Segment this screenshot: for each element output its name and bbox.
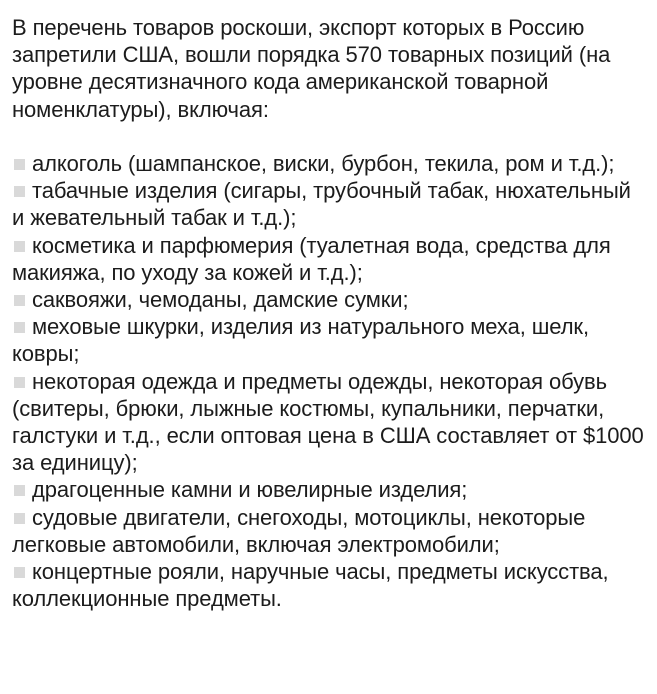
square-bullet-icon [14, 241, 25, 252]
intro-paragraph: В перечень товаров роскоши, экспорт которых в Россию запретили США, вошли порядка 570 товарных позиций (на уровне десятизначного кода американской товарной номенклатуры), включая: [12, 15, 611, 122]
list-item [12, 313, 647, 367]
list-item-text: судовые двигатели, снегоходы, мотоциклы, некоторые легковые автомобили, включая электромобили; [12, 504, 586, 557]
list-item [12, 286, 647, 313]
list-item [12, 150, 647, 177]
square-bullet-icon [14, 513, 25, 524]
square-bullet-icon [14, 295, 25, 306]
list-item [12, 177, 647, 231]
square-bullet-icon [14, 377, 25, 388]
list-item-text: саквояжи, чемоданы, дамские сумки; [32, 287, 409, 313]
list-item [12, 232, 647, 286]
luxury-goods-list [12, 150, 647, 612]
list-item-text: драгоценные камни и ювелирные изделия; [32, 477, 468, 503]
square-bullet-icon [14, 186, 25, 197]
list-item [12, 558, 647, 612]
square-bullet-icon [14, 159, 25, 170]
list-item-text: меховые шкурки, изделия из натурального меха, шелк, ковры; [12, 314, 589, 367]
list-item-text: алкоголь (шампанское, виски, бурбон, текила, ром и т.д.); [32, 151, 615, 176]
list-item [12, 368, 647, 477]
list-item-text: некоторая одежда и предметы одежды, некоторая обувь (свитеры, брюки, лыжные костюмы, купальники, перчатки, галстуки и т.д., если оптовая цена в США составляет от $1000 за единицу); [12, 368, 644, 476]
square-bullet-icon [14, 485, 25, 496]
list-item [12, 504, 647, 558]
list-item-text: концертные рояли, наручные часы, предметы искусства, коллекционные предметы. [12, 559, 609, 612]
paragraph-gap [12, 123, 647, 150]
list-item-text: табачные изделия (сигары, трубочный табак, нюхательный и жевательный табак и т.д.); [12, 178, 631, 231]
list-item-text: косметика и парфюмерия (туалетная вода, средства для макияжа, по уходу за кожей и т.д.); [12, 232, 611, 285]
square-bullet-icon [14, 322, 25, 333]
square-bullet-icon [14, 567, 25, 578]
list-item [12, 476, 647, 503]
